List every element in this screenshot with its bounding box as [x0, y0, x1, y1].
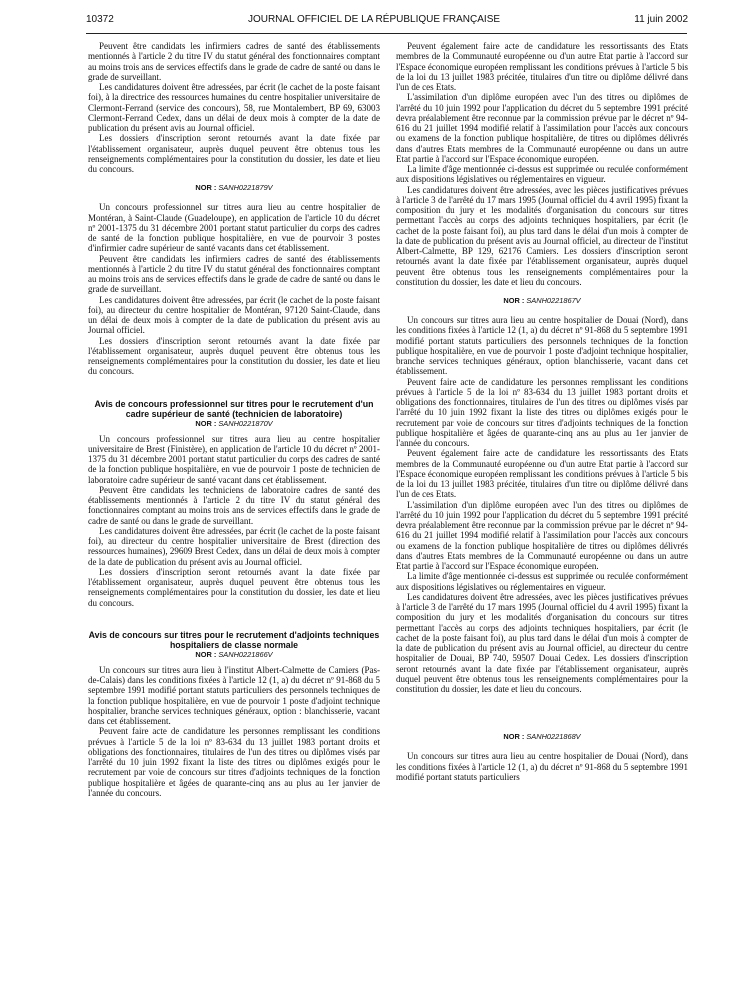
paragraph: Peuvent être candidats les techniciens de laboratoire cadres de santé des établissements mentionnés à l'article 2 du titre IV du statut général des fonctionnaires comptant au moins trois ans de services effectifs dans le grade de cadre de santé ou dans le grade de surveillant. [88, 484, 380, 526]
issue-date: 11 juin 2002 [634, 14, 688, 25]
paragraph: Un concours sur titres aura lieu à l'institut Albert-Calmette de Camiers (Pas-de-Calais) dans les conditions fixées à l'article 12 (1, a) du décret nº 91-868 du 5 septembre 1991 modifié portant statuts particuliers des personnels techniques de la fonction publique hospitalière, en vue de pourvoir 1 poste d'adjoint technique hospitalier, branche services techniques généraux, option : blanchisserie, vacant dans cet établissement. [88, 664, 380, 726]
paragraph: Les candidatures doivent être adressées, avec les pièces justificatives prévues à l'article 3 de l'arrêté du 17 mars 1995 (Journal officiel du 4 avril 1995) fixant la composition du jury et les modalités d'organisation du concours sur titres permettant l'accès au corps des adjoints techniques hospitaliers, par écrit (le cachet de la poste faisant foi), au plus tard dans le délai d'un mois à compter de la date de publication du présent avis au Journal officiel, au directeur de l'institut Albert-Calmette, BP 129, 62176 Camiers. Les dossiers d'inscription seront retournés avant la date fixée par l'établissement organisateur, auprès duquel peuvent être obtenus tous les renseignements complémentaires pour la constitution du dossier, les date et lieu du concours. [396, 184, 688, 287]
paragraph: Un concours sur titres aura lieu au centre hospitalier de Douai (Nord), dans les conditions fixées à l'article 12 (1, a) du décret nº 91-868 du 5 septembre 1991 modifié portant statuts particuliers [396, 751, 688, 782]
header-rule [86, 33, 687, 34]
paragraph: Les dossiers d'inscription seront retournés avant la date fixée par l'établissement organisateur, auprès duquel peuvent être obtenus tous les renseignements complémentaires pour la constitution du dossier, les date et lieu du concours. [88, 133, 380, 174]
paragraph: La limite d'âge mentionnée ci-dessus est supprimée ou reculée conformément aux dispositions législatives ou réglementaires en vigueur. [396, 164, 688, 185]
journal-title: JOURNAL OFFICIEL DE LA RÉPUBLIQUE FRANÇAISE [247, 14, 501, 25]
notice-title: Avis de concours sur titres pour le recrutement d'adjoints techniques hospitaliers de classe normale [88, 629, 380, 650]
paragraph: Peuvent également faire acte de candidature les ressortissants des Etats membres de la Communauté européenne ou d'un autre Etat partie à l'accord sur l'Espace économique européen remplissant les conditions prévues à l'article 5 bis de la loi du 13 juillet 1983 précitée, titulaires d'un titre ou diplôme délivré dans l'un de ces Etats. [396, 448, 688, 500]
paragraph: Peuvent être candidats les infirmiers cadres de santé des établissements mentionnés à l'article 2 du titre IV du statut général des fonctionnaires comptant au moins trois ans de services effectifs dans le grade de cadre de santé ou dans le grade de surveillant. [88, 41, 380, 82]
paragraph: Un concours sur titres aura lieu au centre hospitalier de Douai (Nord), dans les conditions fixées à l'article 12 (1, a) du décret nº 91-868 du 5 septembre 1991 modifié portant statuts particuliers des personnels techniques de la fonction publique hospitalière, en vue de pourvoir 1 poste d'adjoint technique hospitalier, branche services techniques généraux, option blanchisserie, vacant dans cet établissement. [396, 315, 688, 377]
paragraph: Les candidatures doivent être adressées, par écrit (le cachet de la poste faisant foi), au directeur du centre hospitalier universitaire de Brest (direction des ressources humaines), 29609 Brest Cedex, dans un délai de deux mois à compter de la date de publication du présent avis au Journal officiel. [88, 525, 380, 567]
paragraph: Les dossiers d'inscription seront retournés avant la date fixée par l'établissement organisateur, auprès duquel peuvent être obtenus tous les renseignements complémentaires pour la constitution du dossier, les date et lieu du concours. [88, 335, 380, 377]
paragraph: L'assimilation d'un diplôme européen avec l'un des titres ou diplômes de l'arrêté du 10 juin 1992 pour l'application du décret du 5 septembre 1991 précité devra préalablement être reconnue par la commission prévue par le décret nº 94-616 du 21 juillet 1994 modifié relatif à l'assimilation pour l'accès aux concours ou examens de la fonction publique hospitalière de titres ou diplômes délivrés dans d'autres Etats membres de la Communauté européenne ou dans un autre Etat partie à l'accord sur l'Espace économique européen. [396, 499, 688, 571]
left-column [88, 41, 380, 798]
nor-reference: NOR : SANH0221867V [503, 296, 581, 305]
nor-reference: NOR : SANH0221879V [195, 183, 273, 193]
paragraph: L'assimilation d'un diplôme européen avec l'un des titres ou diplômes de l'arrêté du 10 juin 1992 pour l'application du décret du 5 septembre 1991 précité devra préalablement être reconnue par la commission prévue par le décret nº 94-616 du 21 juillet 1994 modifié relatif à l'assimilation pour l'accès aux concours ou examens de la fonction publique hospitalière, de titres ou diplômes délivrés dans d'autres Etats membres de la Communauté européenne ou dans un autre Etat partie à l'accord sur l'Espace économique européen. [396, 92, 688, 164]
paragraph: Les candidatures doivent être adressées, avec les pièces justificatives prévues à l'article 3 de l'arrêté du 17 mars 1995 (Journal officiel du 4 avril 1995) fixant la composition du jury et les modalités d'organisation du concours sur titres permettant l'accès au corps des adjoints techniques hospitaliers, par écrit (le cachet de la poste faisant foi), au plus tard dans le délai d'un mois à compter de la date de publication du présent avis au Journal officiel, au directeur du centre hospitalier de Douai, BP 740, 59507 Douai Cedex. Les dossiers d'inscription seront retournés avant la date fixée par l'établissement organisateur, auprès duquel peuvent être obtenus tous les renseignements complémentaires pour la constitution du dossier, les date et lieu du concours. [396, 591, 688, 694]
paragraph: Peuvent faire acte de candidature les personnes remplissant les conditions prévues à l'article 5 de la loi nº 83-634 du 13 juillet 1983 portant droits et obligations des fonctionnaires, titulaires de l'un des titres ou diplômes visés par l'arrêté du 10 juin 1992 fixant la liste des titres ou diplômes exigés pour le recrutement par voie de concours sur titres d'adjoints techniques de la fonction publique hospitalière et âgées de quarante-cinq ans au plus au 1er janvier de l'année du concours. [396, 376, 688, 448]
paragraph: Peuvent être candidats les infirmiers cadres de santé des établissements mentionnés à l'article 2 du titre IV du statut général des fonctionnaires comptant au moins trois ans de services effectifs dans le grade de cadre de santé ou dans le grade de surveillant. [88, 253, 380, 295]
page-header [0, 14, 748, 30]
right-column [396, 41, 688, 782]
nor-reference: NOR : SANH0221868V [503, 732, 581, 742]
paragraph: Les candidatures doivent être adressées, par écrit (le cachet de la poste faisant foi), au directeur du centre hospitalier de Montéran, 97120 Saint-Claude, dans un délai de deux mois à compter de la date de publication du présent avis au Journal officiel. [88, 294, 380, 336]
paragraph: Les dossiers d'inscription seront retournés avant la date fixée par l'établissement organisateur, auprès duquel peuvent être obtenus tous les renseignements complémentaires pour la constitution du dossier, les date et lieu du concours. [88, 566, 380, 608]
page-number: 10372 [86, 14, 114, 25]
paragraph: Un concours professionnel sur titres aura lieu au centre hospitalier universitaire de Brest (Finistère), en application de l'article 10 du décret nº 2001-1375 du 31 décembre 2001 portant statut particulier du corps des cadres de santé de la fonction publique hospitalière, en vue de pourvoir 1 poste de technicien de laboratoire cadre supérieur de santé vacant dans cet établissement. [88, 433, 380, 485]
paragraph: Peuvent faire acte de candidature les personnes remplissant les conditions prévues à l'article 5 de la loi nº 83-634 du 13 juillet 1983 portant droits et obligations des fonctionnaires, titulaires de l'un des titres ou diplômes visés par l'arrêté du 10 juin 1992 fixant la liste des titres ou diplômes exigés pour le recrutement par voie de concours sur titres d'adjoints techniques de la fonction publique hospitalière et âgées de quarante-cinq ans au plus au 1er janvier de l'année du concours. [88, 726, 380, 798]
paragraph: Un concours professionnel sur titres aura lieu au centre hospitalier de Montéran, à Saint-Claude (Guadeloupe), en application de l'article 10 du décret nº 2001-1375 du 31 décembre 2001 portant statut particulier du corps des cadres de santé de la fonction publique hospitalière, en vue de pourvoir 3 postes d'infirmier cadre supérieur de santé vacants dans cet établissement. [88, 202, 380, 254]
paragraph: Les candidatures doivent être adressées, par écrit (le cachet de la poste faisant foi), à la directrice des ressources humaines du centre hospitalier universitaire de Clermont-Ferrand (service des concours), 58, rue Montalembert, BP 69, 63003 Clermont-Ferrand Cedex, dans un délai de deux mois à compter de la date de publication du présent avis au Journal officiel. [88, 82, 380, 133]
nor-reference: NOR : SANH0221866V [195, 649, 273, 659]
paragraph: La limite d'âge mentionnée ci-dessus est supprimée ou reculée conformément aux dispositions législatives ou réglementaires en vigueur. [396, 571, 688, 592]
paragraph: Peuvent également faire acte de candidature les ressortissants des Etats membres de la Communauté européenne ou d'un autre Etat partie à l'accord sur l'Espace économique européen remplissant les conditions prévues à l'article 5 bis de la loi du 13 juillet 1983 précitée, titulaires d'un titre ou diplôme délivré dans l'un de ces Etats. [396, 41, 688, 92]
notice-title: Avis de concours professionnel sur titres pour le recrutement d'un cadre supérieur de santé (technicien de laboratoire) [94, 398, 374, 419]
nor-reference: NOR : SANH0221870V [195, 418, 273, 428]
